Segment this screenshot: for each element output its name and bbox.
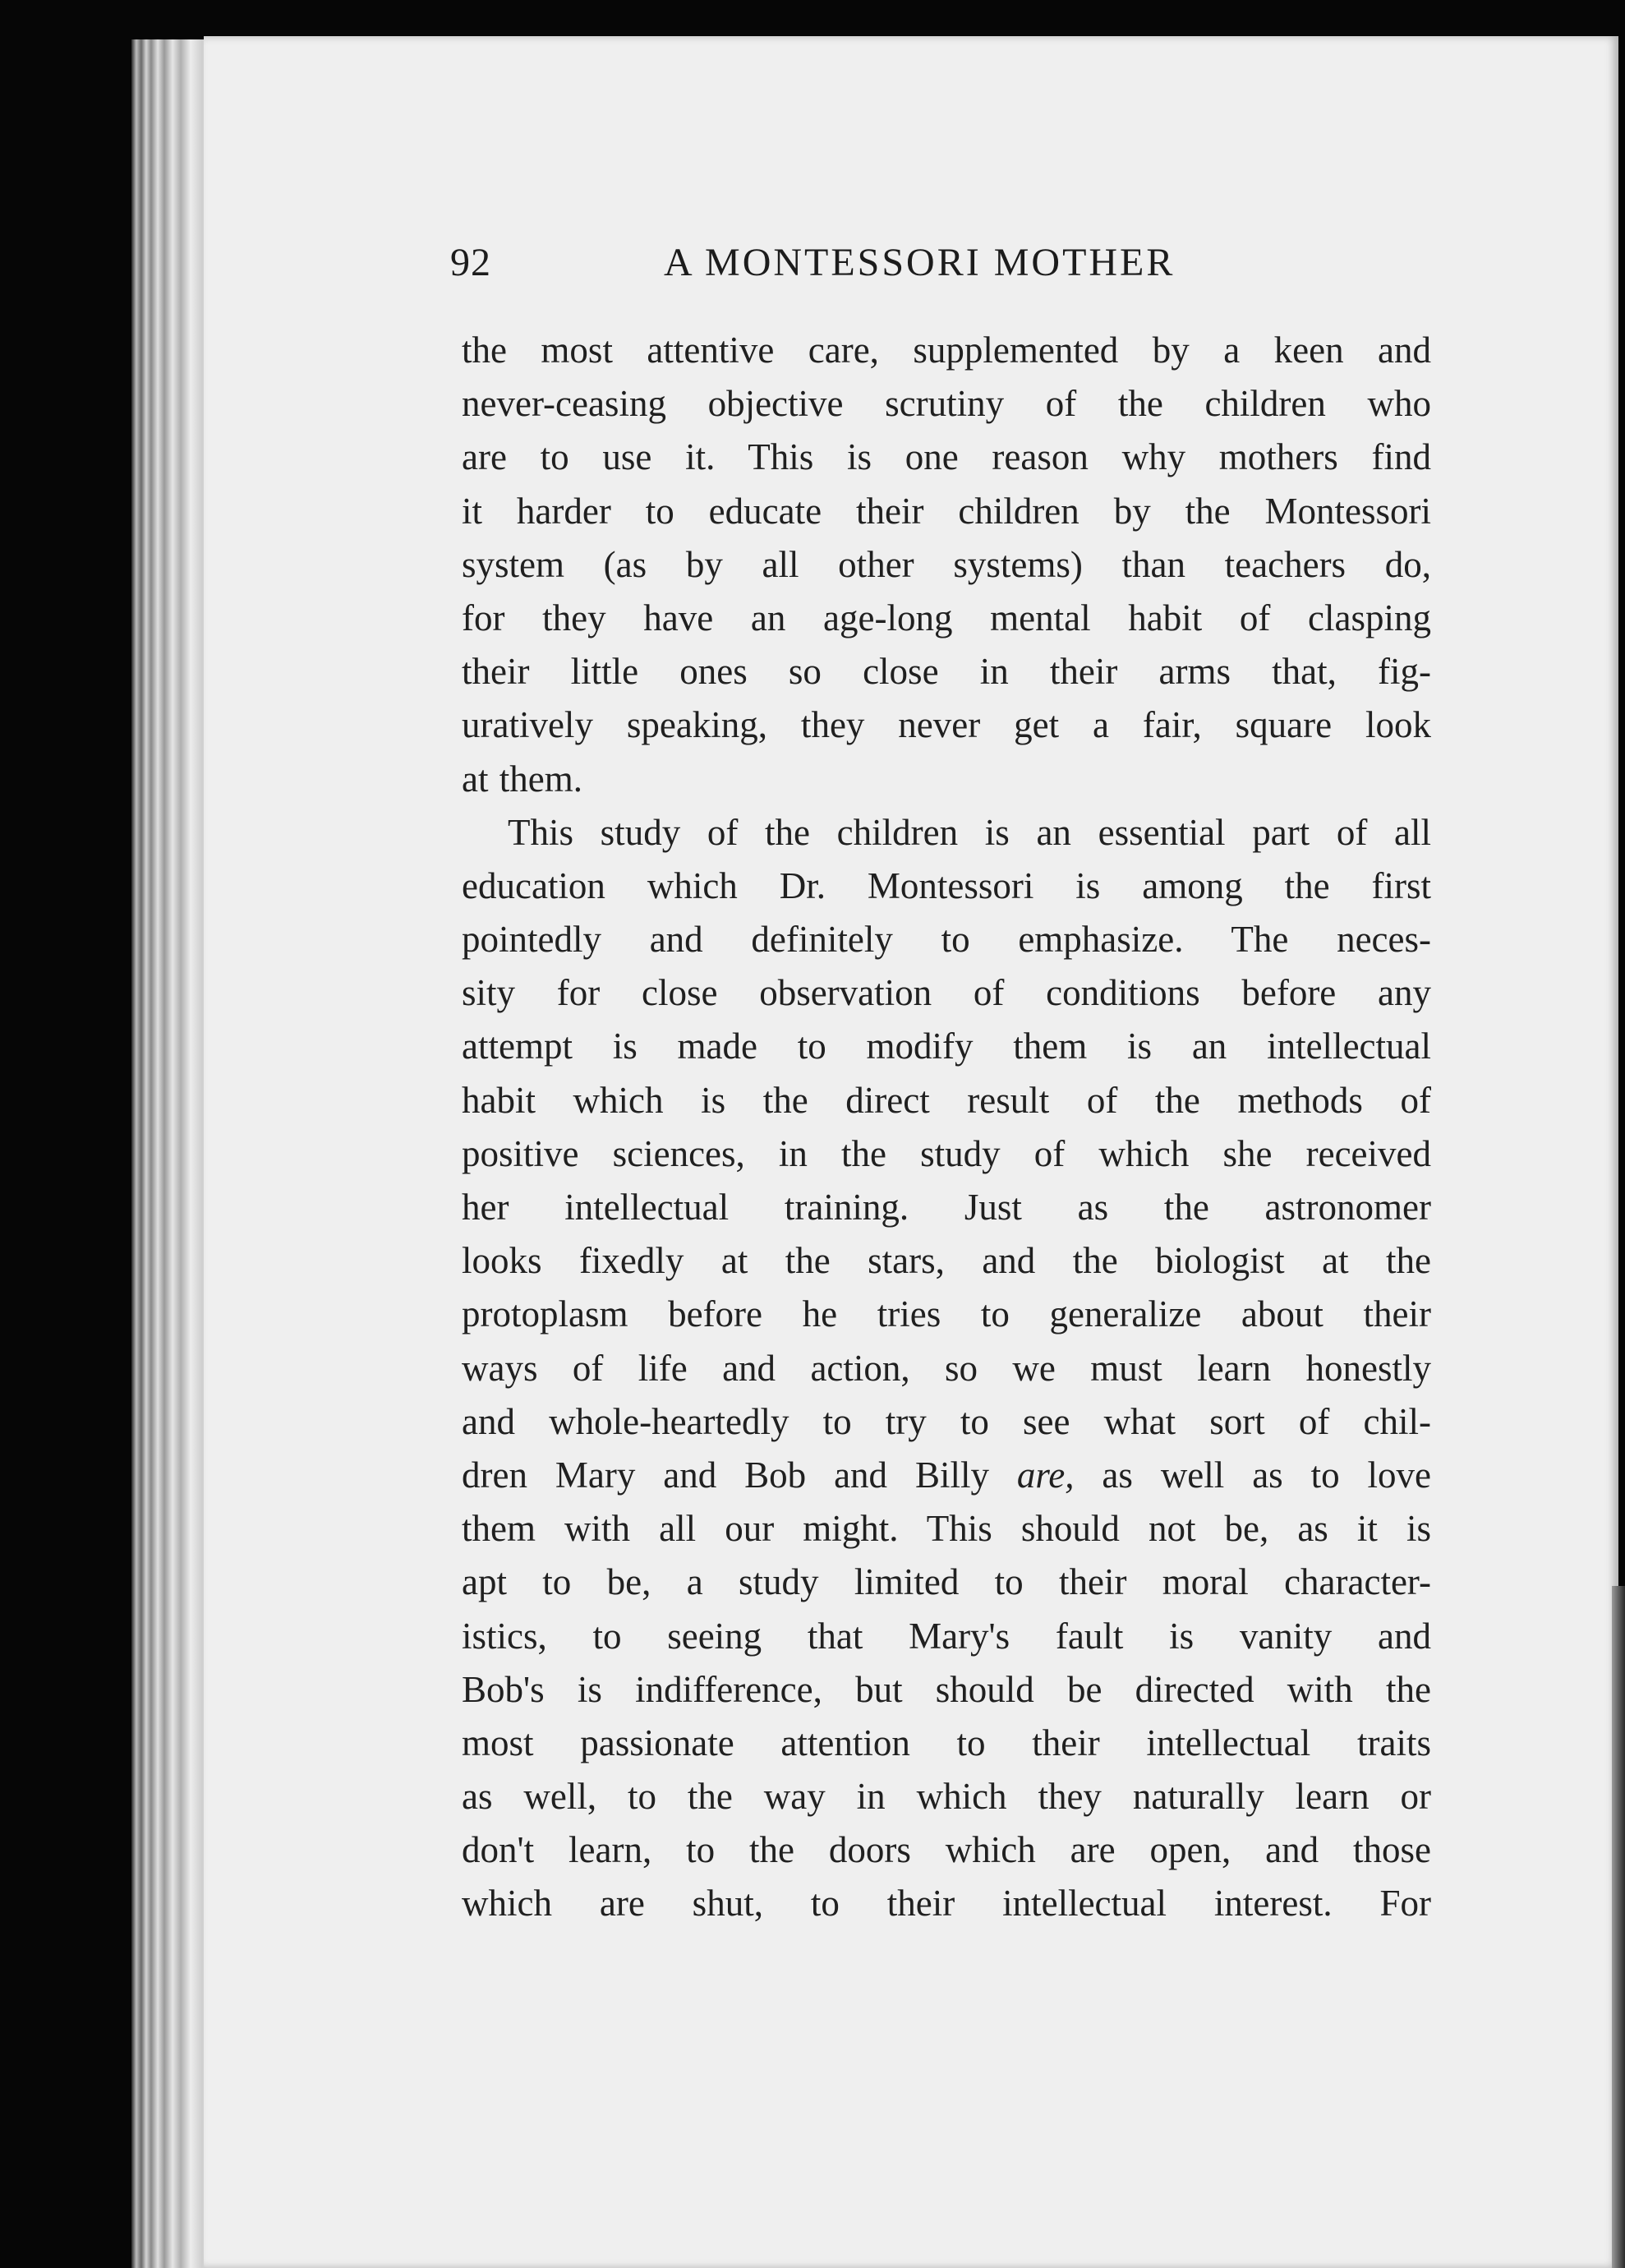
text-line: sity for close observation of conditions before any [462,972,1431,1014]
text-line: and whole-heartedly to try to see what sort of chil- [462,1400,1431,1442]
text-line: them with all our might. This should not be, as it is [462,1508,1431,1550]
paragraph-start-line: This study of the children is an essential part of all [508,811,1431,853]
line-end: as well as to love [1074,1454,1431,1496]
running-title: A MONTESSORI MOTHER [664,241,1176,284]
text-line: the most attentive care, supplemented by a keen and [462,330,1431,371]
text-line: habit which is the direct result of the methods of [462,1079,1431,1121]
text-line: are to use it. This is one reason why mothers find [462,436,1431,478]
text-line: Bob's is indifference, but should be directed with the [462,1668,1431,1710]
text-line: apt to be, a study limited to their moral character- [462,1561,1431,1603]
text-line: it harder to educate their children by the Montessori [462,490,1431,532]
text-line: which are shut, to their intellectual interest. For [462,1883,1431,1925]
text-line: pointedly and definitely to emphasize. The neces- [462,919,1431,961]
page-number: 92 [450,241,491,284]
text-line: never-ceasing objective scrutiny of the children who [462,383,1431,425]
body-text [462,324,1431,1931]
text-line: as well, to the way in which they naturally learn or [462,1776,1431,1818]
text-line: protoplasm before he tries to generalize about their [462,1293,1431,1335]
text-line: ways of life and action, so we must learn honestly [462,1347,1431,1389]
text-line: uratively speaking, they never get a fair, square look [462,704,1431,746]
text-line: at them. [462,758,582,800]
text-line: her intellectual training. Just as the astronomer [462,1187,1431,1228]
text-line: system (as by all other systems) than teachers do, [462,543,1431,585]
text-line: istics, to seeing that Mary's fault is vanity and [462,1615,1431,1657]
text-line: positive sciences, in the study of which she received [462,1132,1431,1174]
text-line: education which Dr. Montessori is among the first [462,864,1431,906]
right-page-edge [1612,1586,1625,2268]
text-line: for they have an age-long mental habit of clasping [462,597,1431,638]
text-line: looks fixedly at the stars, and the biologist at the [462,1240,1431,1282]
text-line-with-emphasis [462,1449,1431,1502]
text-line: their little ones so close in their arms that, fig- [462,651,1431,693]
text-line: attempt is made to modify them is an intellectual [462,1026,1431,1067]
line-start: dren Mary and Bob and Billy [462,1454,989,1496]
emphasized-word: are, [1016,1454,1075,1496]
text-line: don't learn, to the doors which are open, and those [462,1829,1431,1871]
text-line: most passionate attention to their intellectual traits [462,1722,1431,1763]
running-header [450,240,1446,297]
